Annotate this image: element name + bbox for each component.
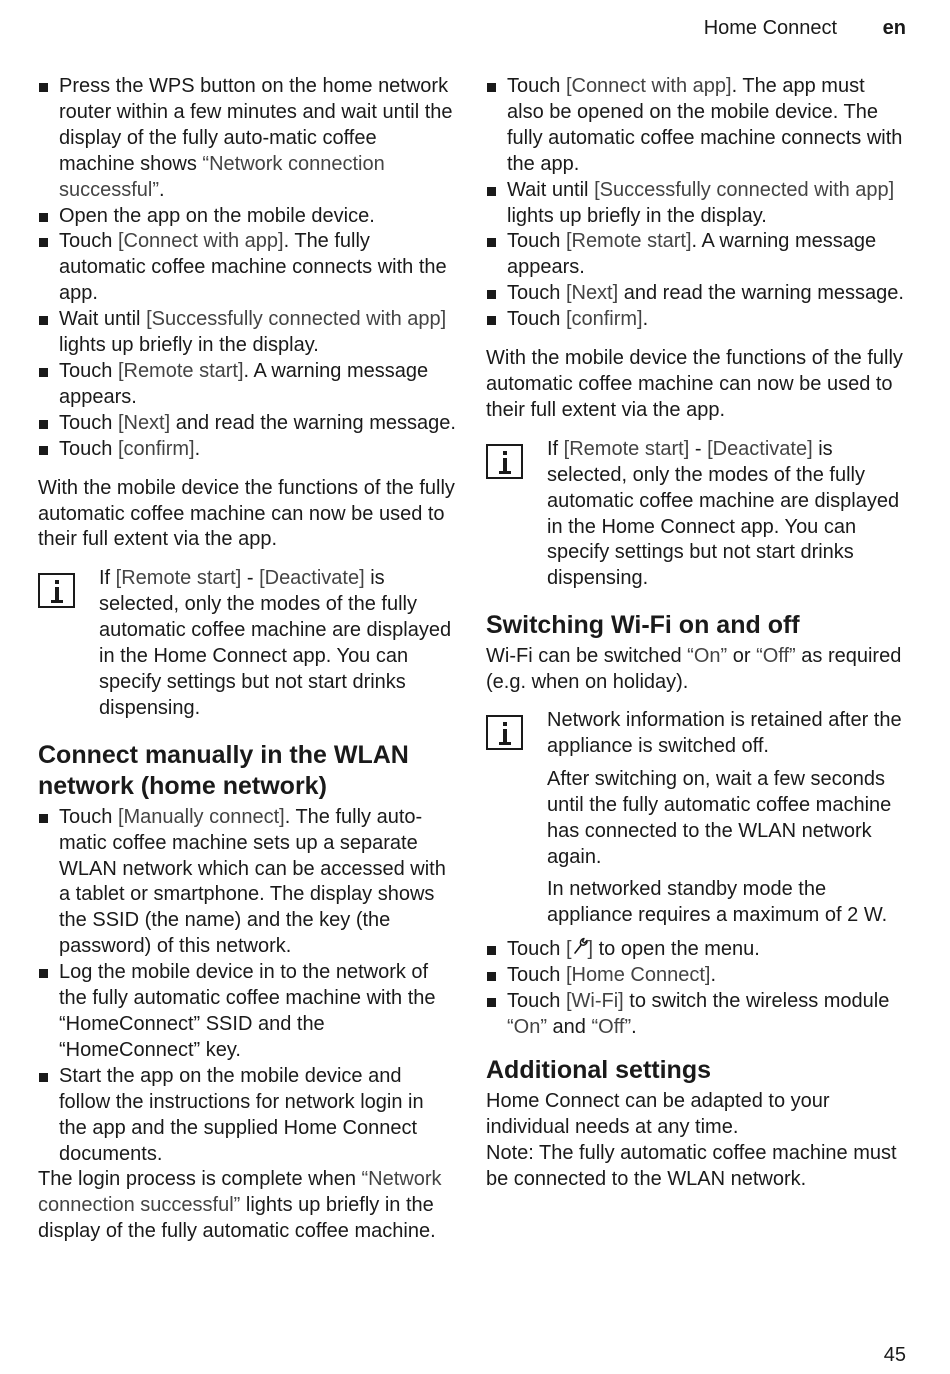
display-text: [Successfully connected with app] (594, 178, 895, 201)
list-item: Touch [confirm]. (486, 307, 904, 333)
display-text: [Remote start] (117, 359, 244, 382)
paragraph: Wi-Fi can be switched “On” or “Off” as required (e.g. when on holiday). (486, 645, 902, 694)
list-item: Touch [Connect with app]. The fully automatic coffee machine connects with the app. (38, 229, 456, 307)
paragraph: With the mobile device the functions of the fully automatic coffee machine can now be used to their full extent via the app. (486, 347, 903, 421)
right-column (486, 74, 904, 1193)
wps-steps-list (38, 74, 456, 463)
note-text: In networked standby mode the appliance requires a maximum of 2 W. (547, 878, 888, 927)
display-text: [Manually connect] (117, 805, 285, 828)
list-item: Touch [Connect with app]. The app must also be opened on the mobile device. The fully automatic coffee machine connects with the app. (486, 74, 904, 178)
paragraph: Home Connect can be adapted to your individual needs at any time. (486, 1089, 830, 1138)
note-text: If [Remote start] - [Deactivate] is selected, only the modes of the fully automatic coffee machine are displayed in the Home Connect app. You can specify settings but not start drinks dispensing. (547, 437, 900, 590)
info-note (486, 708, 904, 929)
info-note (38, 566, 456, 721)
paragraph: The login process is complete when “Network connection successful” lights up briefly in the display of the fully automatic coffee machine. (38, 1168, 442, 1243)
display-text: “Off” (756, 645, 796, 668)
list-item: Log the mobile device in to the network of the fully automatic coffee machine with the “HomeConnect” SSID and the “HomeConnect” key. (38, 960, 456, 1064)
note-text: If [Remote start] - [Deactivate] is selected, only the modes of the fully automatic coffee machine are displayed in the Home Connect app. You can specify settings but not start drinks dispensing. (99, 567, 452, 719)
display-text: [Connect with app] (117, 230, 284, 253)
list-item: Touch [Next] and read the warning message. (38, 411, 456, 437)
language-code: en (882, 17, 906, 39)
list-item: Touch [Remote start]. A warning message appears. (38, 359, 456, 411)
display-text: [Next] (565, 282, 619, 305)
left-column (38, 74, 456, 1245)
list-item: Touch [ ] to open the menu. (486, 937, 904, 963)
note-text: After switching on, wait a few seconds until the fully automatic coffee machine has connected to the WLAN network again. (547, 767, 892, 868)
display-text: “On” (687, 645, 728, 668)
display-text: [Connect with app] (565, 75, 732, 97)
paragraph: With the mobile device the functions of the fully automatic coffee machine can now be used to their full extent via the app. (38, 476, 455, 551)
section-heading: Switching Wi-Fi on and off (486, 611, 800, 640)
info-icon (38, 573, 75, 608)
display-text: [Remote start] (565, 230, 692, 253)
display-text: [Wi-Fi] (565, 990, 624, 1013)
list-item: Touch [Wi-Fi] to switch the wireless module “On” and “Off”. (486, 989, 904, 1041)
display-text: [Successfully connected with app] (146, 308, 447, 331)
display-text: [Deactivate] (259, 567, 365, 590)
display-text: “Off” (591, 1016, 632, 1038)
display-text: [Deactivate] (707, 437, 813, 460)
info-icon (486, 444, 523, 479)
display-text: [confirm] (565, 308, 643, 331)
list-item: Wait until [Successfully connected with app] lights up briefly in the display. (486, 178, 904, 230)
display-text: “Network connection successful” (59, 152, 385, 201)
section-heading: Additional settings (486, 1055, 711, 1084)
list-item: Press the WPS button on the home network router within a few minutes and wait until the display of the fully auto-matic coffee machine shows “Network connection successful”. (38, 74, 456, 204)
app-steps-list (486, 74, 904, 333)
list-item: Touch [Manually connect]. The fully auto-matic coffee machine sets up a separate WLAN network which can be accessed with a tablet or smartphone. The display shows the SSID (the name) and the key (the password) of this network. (38, 805, 456, 960)
paragraph: Note: The fully automatic coffee machine must be connected to the WLAN network. (486, 1141, 897, 1190)
page-header (704, 17, 906, 40)
display-text: [Remote start] (563, 437, 690, 460)
list-item: Start the app on the mobile device and follow the instructions for network login in the app and the supplied Home Connect documents. (38, 1064, 456, 1168)
page-number: 45 (883, 1344, 906, 1366)
list-item: Touch [confirm]. (38, 437, 456, 463)
list-item: Touch [Remote start]. A warning message appears. (486, 229, 904, 281)
info-note (486, 437, 904, 592)
wifi-steps-list (486, 937, 904, 1041)
list-item: Open the app on the mobile device. (38, 204, 456, 230)
list-item: Touch [Next] and read the warning message. (486, 281, 904, 307)
manual-connect-steps-list (38, 805, 456, 1168)
display-text: [confirm] (117, 437, 195, 460)
display-text: “On” (507, 1016, 547, 1038)
display-text: [Home Connect] (565, 964, 711, 987)
display-text: [Remote start] (115, 567, 242, 590)
list-item: Wait until [Successfully connected with app] lights up briefly in the display. (38, 307, 456, 359)
note-text: Network information is retained after the appliance is switched off. (547, 709, 902, 757)
section-heading: Connect manually in the WLAN network (home network) (38, 740, 409, 800)
display-text: “Network connection successful” (38, 1168, 442, 1217)
info-icon (486, 715, 523, 750)
display-text: [Next] (117, 411, 171, 434)
list-item: Touch [Home Connect]. (486, 963, 904, 989)
header-title: Home Connect (703, 17, 838, 39)
wrench-icon (572, 937, 588, 963)
